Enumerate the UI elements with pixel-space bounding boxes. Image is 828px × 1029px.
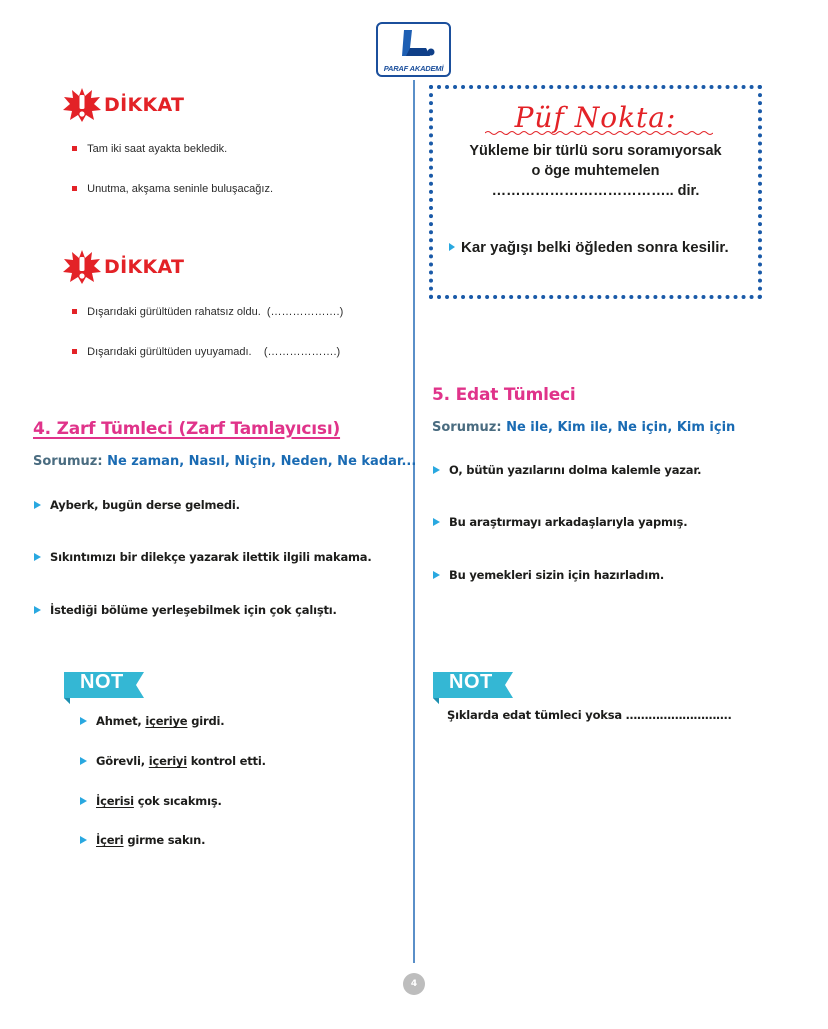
dikkat-2-item-2: Dışarıdaki gürültüden uyuyamadı. (……………….) — [66, 334, 340, 358]
puf-nokta-title: Püf Nokta: — [514, 101, 677, 134]
dikkat-title: DİKKAT — [104, 256, 185, 278]
note-4-item-2: Görevli, içeriyi kontrol etti. — [80, 754, 266, 768]
puf-nokta-rule: Yükleme bir türlü soru soramıyorsak o öge muhtemelen ……………………………….. dir. — [469, 143, 722, 199]
square-bullet-icon — [72, 186, 77, 191]
section-4-item-2: Sıkıntımızı bir dilekçe yazarak ilettik ilgili makama. — [34, 550, 372, 564]
column-divider — [413, 80, 415, 963]
section-4-question: Sorumuz: Ne zaman, Nasıl, Niçin, Neden, Ne kadar... — [33, 454, 417, 469]
not-badge: NOT — [429, 668, 517, 708]
section-4-item-3: İstediği bölüme yerleşebilmek için çok çalıştı. — [34, 603, 337, 617]
page-number: 4 — [403, 973, 425, 995]
dikkat-1-item-1: Tam iki saat ayakta bekledik. — [66, 131, 227, 155]
triangle-bullet-icon — [433, 466, 440, 474]
note-4-item-3: İçerisi çok sıcakmış. — [80, 794, 222, 808]
square-bullet-icon — [72, 309, 77, 314]
dikkat-1-item-2: Unutma, akşama seninle buluşacağız. — [66, 171, 273, 195]
puf-nokta-box — [429, 85, 762, 299]
wavy-underline-icon — [485, 130, 713, 136]
note-4-item-1: Ahmet, içeriye girdi. — [80, 714, 224, 728]
exclamation-burst-icon — [63, 250, 101, 284]
note-5-text: Şıklarda edat tümleci yoksa ………………………. — [447, 708, 732, 722]
section-5-item-1: O, bütün yazılarını dolma kalemle yazar. — [433, 463, 701, 477]
dikkat-heading-1 — [63, 88, 184, 122]
dikkat-title: DİKKAT — [104, 94, 185, 116]
triangle-bullet-icon — [34, 553, 41, 561]
triangle-bullet-icon — [433, 518, 440, 526]
logo-text: PARAF AKADEMİ — [383, 64, 444, 73]
triangle-bullet-icon — [80, 797, 87, 805]
triangle-bullet-icon — [34, 501, 41, 509]
triangle-bullet-icon — [80, 717, 87, 725]
logo-mark-icon — [396, 28, 436, 64]
dikkat-2-item-1: Dışarıdaki gürültüden rahatsız oldu. (……………….) — [66, 294, 343, 318]
triangle-bullet-icon — [449, 243, 455, 251]
section-4-item-1: Ayberk, bugün derse gelmedi. — [34, 498, 240, 512]
square-bullet-icon — [72, 146, 77, 151]
triangle-bullet-icon — [433, 571, 440, 579]
exclamation-burst-icon — [63, 88, 101, 122]
square-bullet-icon — [72, 349, 77, 354]
section-5-item-3: Bu yemekleri sizin için hazırladım. — [433, 568, 664, 582]
paraf-akademi-logo — [376, 22, 451, 77]
section-5-item-2: Bu araştırmayı arkadaşlarıyla yapmış. — [433, 515, 687, 529]
puf-nokta-example: Kar yağışı belki öğleden sonra kesilir. — [449, 239, 729, 256]
triangle-bullet-icon — [80, 836, 87, 844]
dikkat-heading-2 — [63, 250, 184, 284]
note-4-item-4: İçeri girme sakın. — [80, 833, 205, 847]
triangle-bullet-icon — [34, 606, 41, 614]
not-badge: NOT — [60, 668, 148, 708]
triangle-bullet-icon — [80, 757, 87, 765]
section-5-title: 5. Edat Tümleci — [432, 385, 576, 405]
section-5-question: Sorumuz: Ne ile, Kim ile, Ne için, Kim için — [432, 420, 736, 435]
section-4-title: 4. Zarf Tümleci (Zarf Tamlayıcısı) — [33, 419, 341, 439]
